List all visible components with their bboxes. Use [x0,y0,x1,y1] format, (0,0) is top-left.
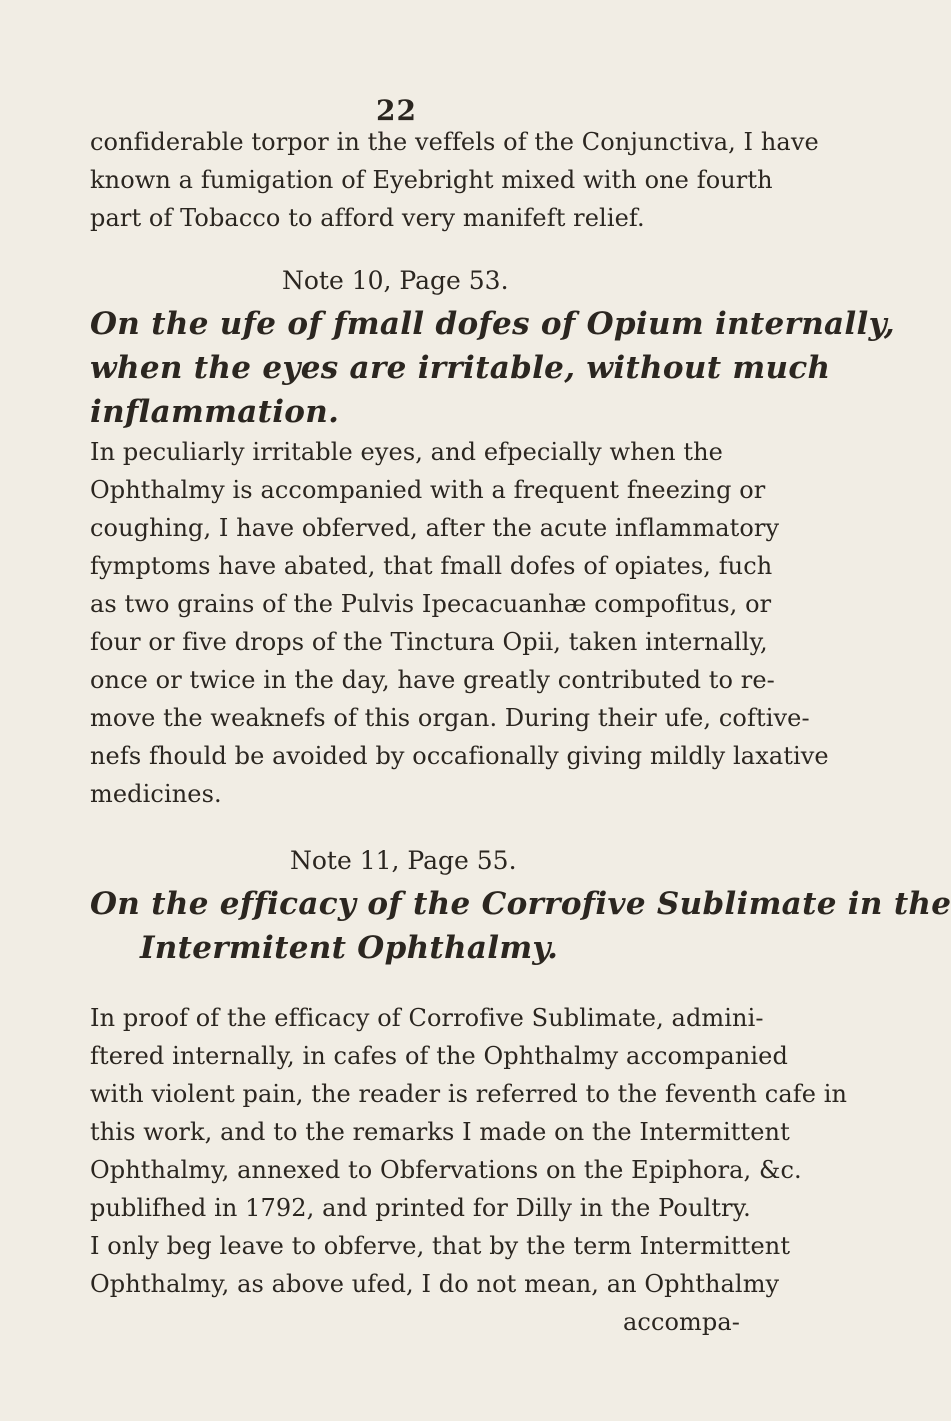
text-line: once or twice in the day, have greatly contributed to re- [90,666,775,694]
text-line: I only beg leave to obferve, that by the term Intermittent [90,1232,791,1260]
text-line: part of Tobacco to afford very manifeft relief. [90,204,645,232]
text-line: known a fumigation of Eyebright mixed with one fourth [90,166,773,194]
text-line: Ophthalmy, as above ufed, I do not mean, an Ophthalmy [90,1270,780,1298]
note-10-heading: Note 10, Page 53. [282,266,509,295]
note-10-title-line: On the ufe of fmall dofes of Opium internally, [90,306,896,342]
text-line: as two grains of the Pulvis Ipecacuanhæ compofitus, or [90,590,772,618]
text-line: with violent pain, the reader is referred to the feventh cafe in [90,1080,848,1108]
text-line: move the weaknefs of this organ. During their ufe, coftive- [90,704,810,732]
text-line: medicines. [90,780,222,808]
page-number: 22 [376,94,417,127]
text-line: confiderable torpor in the veffels of the Conjunctiva, I have [90,128,819,156]
text-line: fymptoms have abated, that fmall dofes of opiates, fuch [90,552,773,580]
note-10-title-line: inflammation. [90,394,340,430]
note-11-title-line: On the efficacy of the Corrofive Sublimate in the [90,886,951,922]
text-line: Ophthalmy is accompanied with a frequent fneezing or [90,476,766,504]
note-11-title-line: Intermitent Ophthalmy. [140,930,559,966]
text-line: publifhed in 1792, and printed for Dilly in the Poultry. [90,1194,751,1222]
text-line: this work, and to the remarks I made on the Intermittent [90,1118,790,1146]
text-line: nefs fhould be avoided by occafionally giving mildly laxative [90,742,829,770]
text-line: ftered internally, in cafes of the Ophthalmy accompanied [90,1042,788,1070]
text-line: In proof of the efficacy of Corrofive Sublimate, admini- [90,1004,764,1032]
text-line: In peculiarly irritable eyes, and efpecially when the [90,438,723,466]
text-line: four or five drops of the Tinctura Opii, taken internally, [90,628,768,656]
note-11-heading: Note 11, Page 55. [290,846,517,875]
note-10-title-line: when the eyes are irritable, without much [90,350,831,386]
text-line: Ophthalmy, annexed to Obfervations on the Epiphora, &c. [90,1156,802,1184]
text-line: coughing, I have obferved, after the acute inflammatory [90,514,780,542]
catchword: accompa- [623,1308,740,1336]
